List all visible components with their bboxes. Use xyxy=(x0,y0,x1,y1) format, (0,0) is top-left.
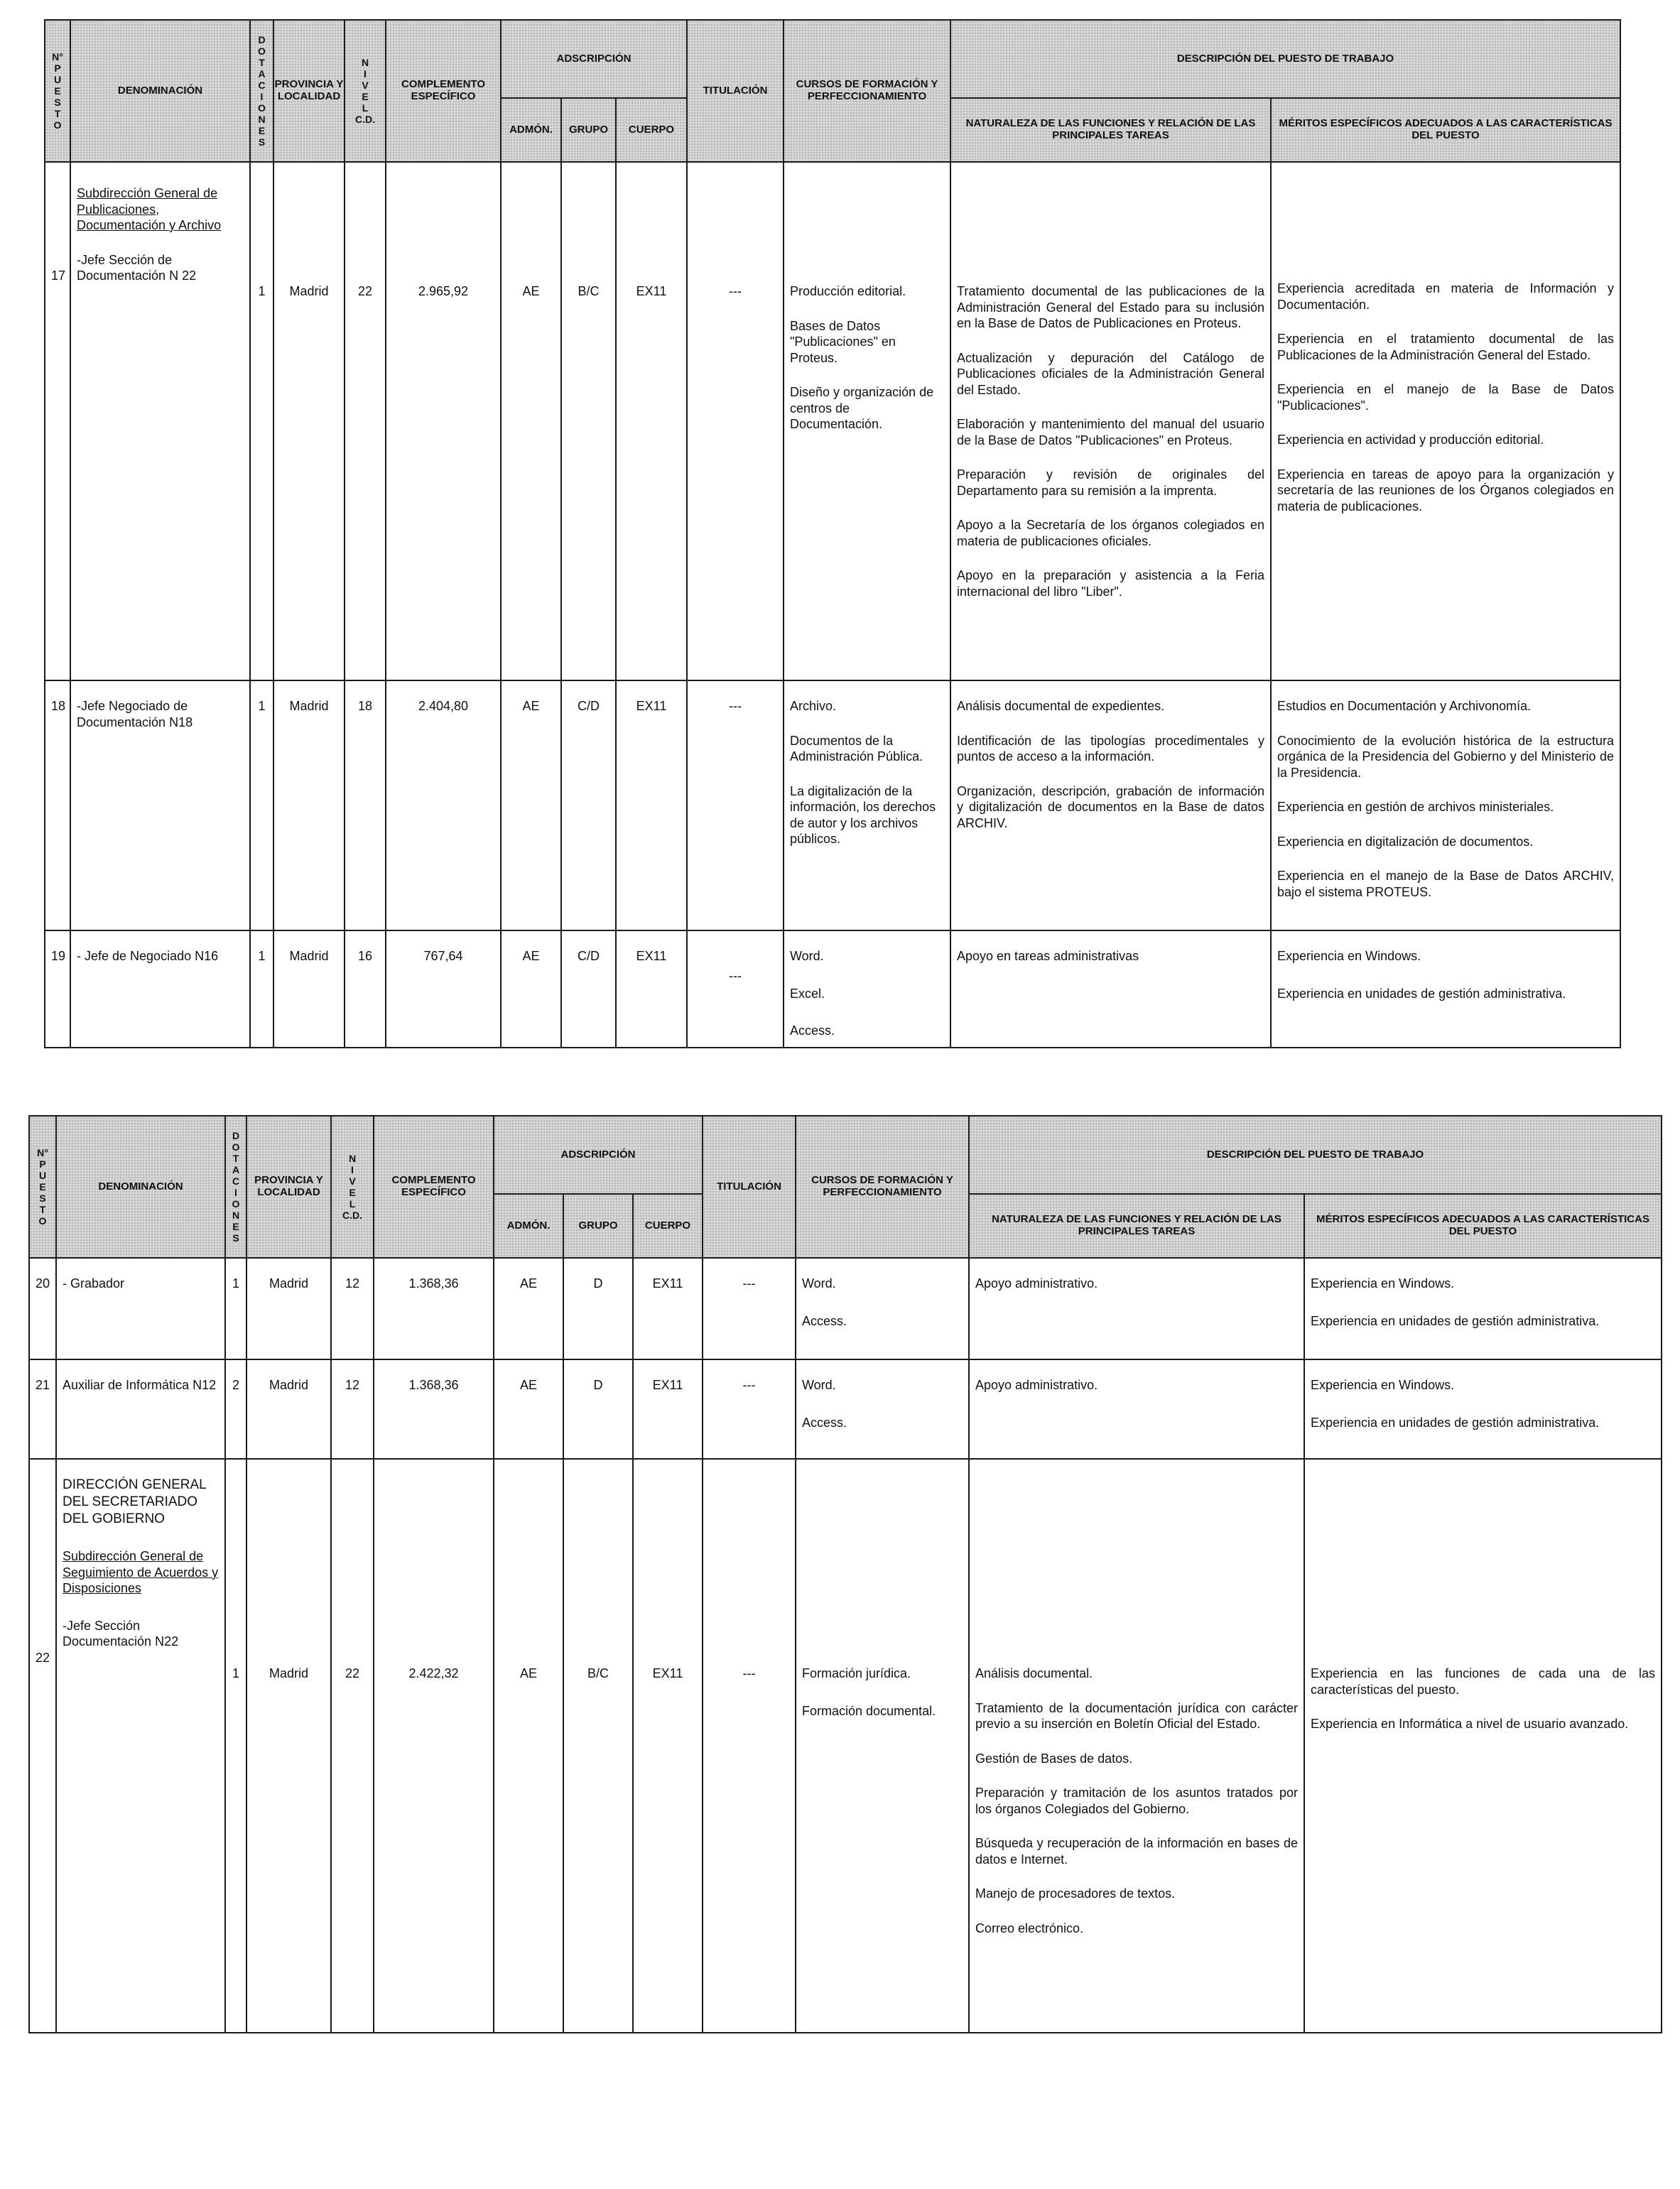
merito-item: Experiencia en unidades de gestión administrativa. xyxy=(1277,986,1566,1001)
nivel-cell: 22 xyxy=(331,1459,374,2033)
admon-cell: AE xyxy=(494,1359,563,1459)
table-row xyxy=(29,1459,1662,2033)
merito-item: Experiencia en Windows. xyxy=(1277,949,1421,963)
merito-item: Experiencia en Windows. xyxy=(1311,1378,1455,1392)
denominacion-text: -Jefe Sección Documentación N22 xyxy=(63,1618,179,1649)
naturaleza-cell xyxy=(950,680,1271,930)
provincia-cell: Madrid xyxy=(246,1359,331,1459)
descripcion-header: DESCRIPCIÓN DEL PUESTO DE TRABAJO xyxy=(950,20,1620,98)
titulacion-cell: --- xyxy=(687,680,784,930)
titulacion-cell: --- xyxy=(687,930,784,1048)
tarea-item: Apoyo a la Secretaría de los órganos colegiados en materia de publicaciones oficiales. xyxy=(957,518,1264,548)
denominacion-cell xyxy=(56,1459,225,2033)
admon-cell: AE xyxy=(494,1459,563,2033)
complemento-cell: 2.422,32 xyxy=(374,1459,494,2033)
cursos-cell xyxy=(784,680,950,930)
meritos-cell xyxy=(1304,1459,1662,2033)
curso-item: Producción editorial. xyxy=(790,284,906,298)
meritos-cell xyxy=(1271,930,1620,1048)
cursos-header: CURSOS DE FORMACIÓN Y PERFECCIONAMIENTO xyxy=(784,20,950,162)
nivel-header: N I V E L C.D. xyxy=(331,1116,374,1258)
curso-item: Access. xyxy=(802,1415,847,1430)
meritos-cell xyxy=(1304,1258,1662,1359)
merito-item: Experiencia en actividad y producción editorial. xyxy=(1277,433,1544,447)
adscripcion-header: ADSCRIPCIÓN xyxy=(501,20,687,98)
dotaciones-header: D O T A C I O N E S xyxy=(250,20,273,162)
complemento-cell: 767,64 xyxy=(386,930,501,1048)
merito-item: Experiencia en el manejo de la Base de Datos "Publicaciones". xyxy=(1277,382,1615,413)
nivel-cell: 12 xyxy=(331,1258,374,1359)
provincia-cell: Madrid xyxy=(273,162,345,680)
tarea-item: Manejo de procesadores de textos. xyxy=(975,1886,1176,1901)
admon-header: ADMÓN. xyxy=(494,1194,563,1258)
tarea-item: Tratamiento de la documentación jurídica con carácter previo a su inserción en Boletín Oficial del Estado. xyxy=(975,1700,1298,1731)
puesto-number: 21 xyxy=(29,1359,56,1459)
curso-item: Word. xyxy=(802,1378,836,1392)
nivel-cell: 18 xyxy=(345,680,386,930)
cursos-cell xyxy=(784,162,950,680)
cursos-cell xyxy=(796,1459,969,2033)
dotaciones-cell: 1 xyxy=(250,162,273,680)
grupo-cell: D xyxy=(563,1258,633,1359)
merito-item: Experiencia en unidades de gestión administrativa. xyxy=(1311,1415,1600,1430)
meritos-header: MÉRITOS ESPECÍFICOS ADECUADOS A LAS CARACTERÍSTICAS DEL PUESTO xyxy=(1271,98,1620,162)
provincia-cell: Madrid xyxy=(246,1258,331,1359)
table-row xyxy=(45,930,1620,1048)
naturaleza-cell xyxy=(969,1459,1304,2033)
denominacion-text: -Jefe Sección de Documentación N 22 xyxy=(77,252,197,283)
titulacion-cell: --- xyxy=(703,1459,796,2033)
nivel-cell: 22 xyxy=(345,162,386,680)
section-title: Subdirección General de Seguimiento de Acuerdos y Disposiciones xyxy=(63,1549,219,1596)
nivel-cell: 12 xyxy=(331,1359,374,1459)
grupo-cell: C/D xyxy=(561,680,616,930)
cursos-cell xyxy=(796,1359,969,1459)
naturaleza-header: NATURALEZA DE LAS FUNCIONES Y RELACIÓN DE LAS PRINCIPALES TAREAS xyxy=(950,98,1271,162)
tarea-item: Tratamiento documental de las publicaciones de la Administración General del Estado para su inclusión en la Base de Datos de Publicaciones en Proteus. xyxy=(957,284,1264,330)
puesto-number: 20 xyxy=(29,1258,56,1359)
puesto-number: 22 xyxy=(29,1459,56,2033)
curso-item: Word. xyxy=(802,1276,836,1291)
dotaciones-cell: 1 xyxy=(225,1258,246,1359)
merito-item: Experiencia en el manejo de la Base de Datos ARCHIV, bajo el sistema PROTEUS. xyxy=(1277,869,1615,899)
puesto-number: 18 xyxy=(45,680,70,930)
grupo-cell: D xyxy=(563,1359,633,1459)
curso-item: Bases de Datos "Publicaciones" en Proteus. xyxy=(790,318,896,365)
n-puesto-header: N° P U E S T O xyxy=(45,20,70,162)
meritos-header: MÉRITOS ESPECÍFICOS ADECUADOS A LAS CARACTERÍSTICAS DEL PUESTO xyxy=(1304,1194,1662,1258)
merito-item: Experiencia acreditada en materia de Información y Documentación. xyxy=(1277,281,1615,312)
meritos-cell xyxy=(1304,1359,1662,1459)
tarea-item: Apoyo en la preparación y asistencia a la Feria internacional del libro "Liber". xyxy=(957,568,1264,599)
descripcion-header: DESCRIPCIÓN DEL PUESTO DE TRABAJO xyxy=(969,1116,1662,1194)
direccion-general-title: DIRECCIÓN GENERAL DEL SECRETARIADO DEL GOBIERNO xyxy=(63,1477,206,1526)
tarea-item: Gestión de Bases de datos. xyxy=(975,1751,1133,1766)
cuerpo-header: CUERPO xyxy=(633,1194,703,1258)
admon-header: ADMÓN. xyxy=(501,98,561,162)
titulacion-cell: --- xyxy=(703,1359,796,1459)
tarea-item: Análisis documental. xyxy=(975,1666,1093,1680)
titulacion-header: TITULACIÓN xyxy=(687,20,784,162)
provincia-cell: Madrid xyxy=(273,680,345,930)
cuerpo-cell: EX11 xyxy=(633,1459,703,2033)
curso-item: Excel. xyxy=(790,986,825,1001)
denominacion-cell xyxy=(70,162,250,680)
tarea-item: Actualización y depuración del Catálogo de Publicaciones oficiales de la Administración General del Estado. xyxy=(957,350,1264,397)
titulacion-cell: --- xyxy=(703,1258,796,1359)
merito-item: Estudios en Documentación y Archivonomía. xyxy=(1277,699,1532,713)
cuerpo-cell: EX11 xyxy=(616,680,687,930)
admon-cell: AE xyxy=(501,680,561,930)
tarea-item: Identificación de las tipologías procedimentales y puntos de acceso a la información. xyxy=(957,733,1264,764)
curso-item: Documentos de la Administración Pública. xyxy=(790,733,923,764)
denominacion-cell: - Grabador xyxy=(56,1258,225,1359)
dotaciones-cell: 2 xyxy=(225,1359,246,1459)
provincia-cell: Madrid xyxy=(246,1459,331,2033)
curso-item: Archivo. xyxy=(790,699,837,713)
merito-item: Experiencia en unidades de gestión administrativa. xyxy=(1311,1313,1600,1328)
denominacion-cell: - Jefe de Negociado N16 xyxy=(70,930,250,1048)
merito-item: Experiencia en las funciones de cada una de las características del puesto. xyxy=(1311,1666,1656,1697)
cursos-header: CURSOS DE FORMACIÓN Y PERFECCIONAMIENTO xyxy=(796,1116,969,1258)
tarea-item: Apoyo administrativo. xyxy=(975,1276,1098,1291)
merito-item: Conocimiento de la evolución histórica de la estructura orgánica de la Presidencia del Gobierno y del Ministerio de la Presidencia. xyxy=(1277,733,1615,780)
meritos-cell xyxy=(1271,162,1620,680)
section-title: Subdirección General de Publicaciones, Documentación y Archivo xyxy=(77,186,222,232)
dotaciones-cell: 1 xyxy=(250,930,273,1048)
naturaleza-cell xyxy=(950,162,1271,680)
table-row xyxy=(45,680,1620,930)
curso-item: Formación jurídica. xyxy=(802,1666,911,1680)
complemento-cell: 2.404,80 xyxy=(386,680,501,930)
tarea-item: Preparación y revisión de originales del Departamento para su remisión a la imprenta. xyxy=(957,467,1264,498)
positions-table-1 xyxy=(44,19,1621,1048)
tarea-item: Búsqueda y recuperación de la información en bases de datos e Internet. xyxy=(975,1836,1298,1867)
complemento-cell: 1.368,36 xyxy=(374,1359,494,1459)
curso-item: Access. xyxy=(790,1023,835,1038)
complemento-cell: 1.368,36 xyxy=(374,1258,494,1359)
provincia-cell: Madrid xyxy=(273,930,345,1048)
table-row xyxy=(45,162,1620,680)
puesto-number: 19 xyxy=(45,930,70,1048)
naturaleza-cell xyxy=(969,1258,1304,1359)
curso-item: Word. xyxy=(790,949,824,963)
admon-cell: AE xyxy=(501,930,561,1048)
titulacion-header: TITULACIÓN xyxy=(703,1116,796,1258)
tarea-item: Apoyo administrativo. xyxy=(975,1378,1098,1392)
grupo-header: GRUPO xyxy=(563,1194,633,1258)
cuerpo-cell: EX11 xyxy=(633,1359,703,1459)
naturaleza-header: NATURALEZA DE LAS FUNCIONES Y RELACIÓN DE LAS PRINCIPALES TAREAS xyxy=(969,1194,1304,1258)
denominacion-header: DENOMINACIÓN xyxy=(70,20,250,162)
admon-cell: AE xyxy=(501,162,561,680)
naturaleza-cell xyxy=(950,930,1271,1048)
nivel-header: N I V E L C.D. xyxy=(345,20,386,162)
complemento-cell: 2.965,92 xyxy=(386,162,501,680)
n-puesto-header: N° P U E S T O xyxy=(29,1116,56,1258)
curso-item: Diseño y organización de centros de Documentación. xyxy=(790,385,934,431)
cuerpo-header: CUERPO xyxy=(616,98,687,162)
cuerpo-cell: EX11 xyxy=(616,162,687,680)
dotaciones-cell: 1 xyxy=(250,680,273,930)
tarea-item: Correo electrónico. xyxy=(975,1921,1084,1935)
grupo-header: GRUPO xyxy=(561,98,616,162)
cursos-cell xyxy=(796,1258,969,1359)
grupo-cell: C/D xyxy=(561,930,616,1048)
cuerpo-cell: EX11 xyxy=(616,930,687,1048)
merito-item: Experiencia en tareas de apoyo para la organización y secretaría de las reuniones de los Órganos colegiados en materia de publicaciones. xyxy=(1277,467,1615,514)
table-row xyxy=(29,1359,1662,1459)
titulacion-cell: --- xyxy=(687,162,784,680)
denominacion-header: DENOMINACIÓN xyxy=(56,1116,225,1258)
denominacion-cell: Auxiliar de Informática N12 xyxy=(56,1359,225,1459)
merito-item: Experiencia en digitalización de documentos. xyxy=(1277,834,1534,849)
nivel-cell: 16 xyxy=(345,930,386,1048)
adscripcion-header: ADSCRIPCIÓN xyxy=(494,1116,703,1194)
curso-item: Formación documental. xyxy=(802,1703,936,1718)
table-row xyxy=(29,1258,1662,1359)
meritos-cell xyxy=(1271,680,1620,930)
puesto-number: 17 xyxy=(45,162,70,680)
cuerpo-cell: EX11 xyxy=(633,1258,703,1359)
tarea-item: Organización, descripción, grabación de información y digitalización de documentos en la Base de datos ARCHIV. xyxy=(957,783,1264,830)
complemento-header: COMPLEMENTO ESPECÍFICO xyxy=(386,20,501,162)
curso-item: Access. xyxy=(802,1313,847,1328)
merito-item: Experiencia en el tratamiento documental de las Publicaciones de la Administración General del Estado. xyxy=(1277,332,1615,362)
complemento-header: COMPLEMENTO ESPECÍFICO xyxy=(374,1116,494,1258)
denominacion-cell: -Jefe Negociado de Documentación N18 xyxy=(70,680,250,930)
admon-cell: AE xyxy=(494,1258,563,1359)
tarea-item: Preparación y tramitación de los asuntos tratados por los órganos Colegiados del Gobierno. xyxy=(975,1786,1298,1816)
dotaciones-header: D O T A C I O N E S xyxy=(225,1116,246,1258)
curso-item: La digitalización de la información, los derechos de autor y los archivos públicos. xyxy=(790,783,936,846)
grupo-cell: B/C xyxy=(561,162,616,680)
naturaleza-cell xyxy=(969,1359,1304,1459)
cursos-cell xyxy=(784,930,950,1048)
provincia-header: PROVINCIA Y LOCALIDAD xyxy=(273,20,345,162)
positions-table-2 xyxy=(28,1115,1662,2033)
merito-item: Experiencia en Informática a nivel de usuario avanzado. xyxy=(1311,1717,1629,1731)
tarea-item: Apoyo en tareas administrativas xyxy=(957,949,1139,963)
merito-item: Experiencia en Windows. xyxy=(1311,1276,1455,1291)
merito-item: Experiencia en gestión de archivos ministeriales. xyxy=(1277,800,1554,814)
dotaciones-cell: 1 xyxy=(225,1459,246,2033)
grupo-cell: B/C xyxy=(563,1459,633,2033)
tarea-item: Análisis documental de expedientes. xyxy=(957,699,1165,713)
tarea-item: Elaboración y mantenimiento del manual del usuario de la Base de Datos "Publicaciones" en Proteus. xyxy=(957,417,1264,447)
provincia-header: PROVINCIA Y LOCALIDAD xyxy=(246,1116,331,1258)
